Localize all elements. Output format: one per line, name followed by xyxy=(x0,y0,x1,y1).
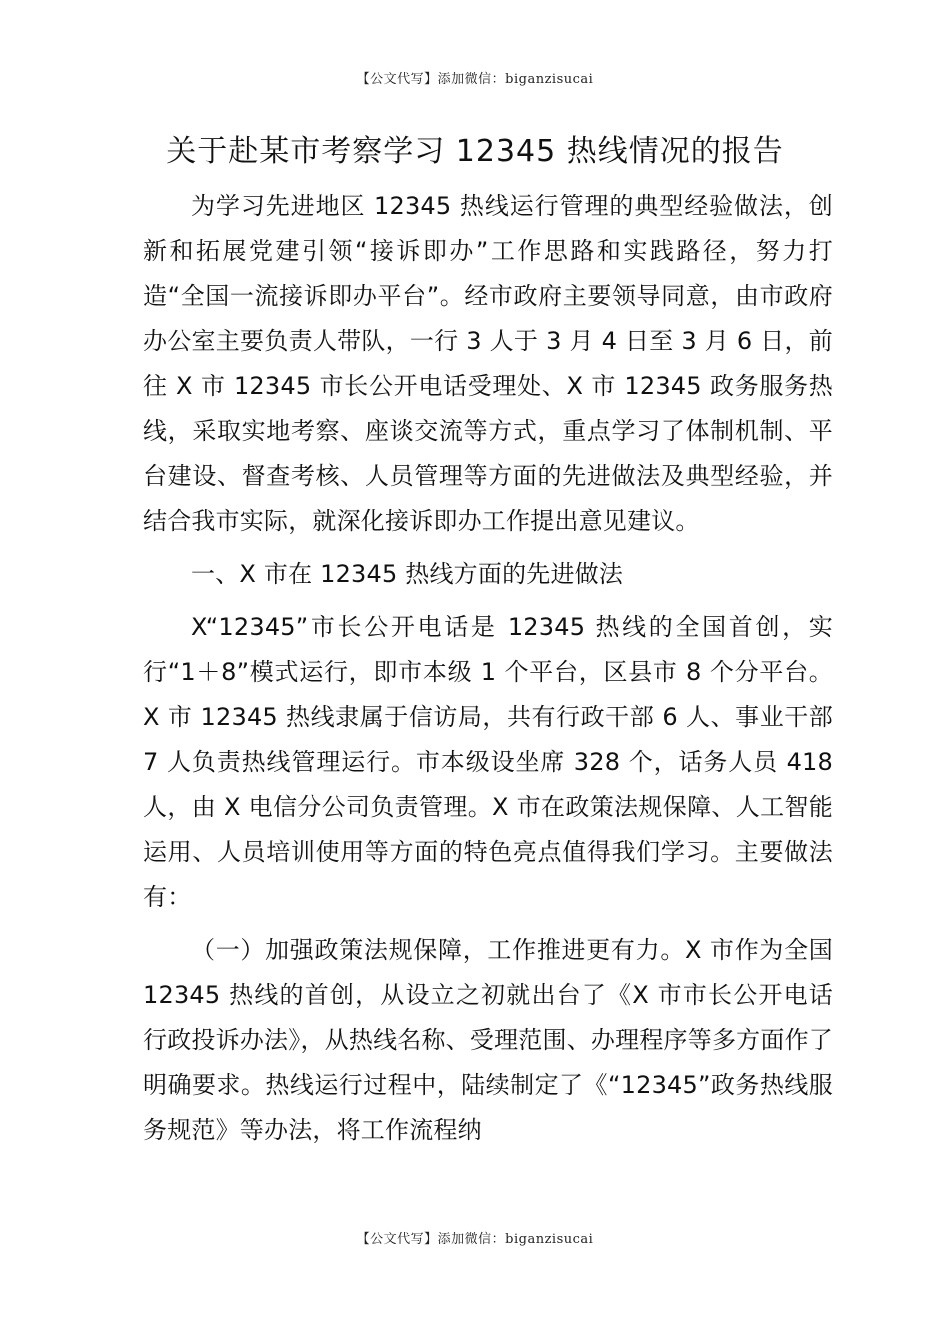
paragraph-subsection-1: （一）加强政策法规保障，工作推进更有力。X 市作为全国 12345 热线的首创，从设立之初就出台了《X 市市长公开电话行政投诉办法》，从热线名称、受理范围、办理程序等多方面作了明确要求。热线运行过程中，陆续制定了《“12345”政务热线服务规范》等办法，将工作流程纳 xyxy=(143,936,833,1144)
paragraph-overview: X“12345”市长公开电话是 12345 热线的全国首创，实行“1＋8”模式运行，即市本级 1 个平台，区县市 8 个分平台。X 市 12345 热线隶属于信访局，共有行政干部 6 人、事业干部 7 人负责热线管理运行。市本级设坐席 328 个，话务人员 418 人，由 X 电信分公司负责管理。X 市在政策法规保障、人工智能运用、人员培训使用等方面的特色亮点值得我们学习。主要做法有： xyxy=(143,613,833,911)
page-header: 【公文代写】添加微信：biganzisucai xyxy=(356,72,594,87)
paragraph-intro: 为学习先进地区 12345 热线运行管理的典型经验做法，创新和拓展党建引领“接诉即办”工作思路和实践路径，努力打造“全国一流接诉即办平台”。经市政府主要领导同意，由市政府办公室主要负责人带队，一行 3 人于 3 月 4 日至 3 月 6 日，前往 X 市 12345 市长公开电话受理处、X 市 12345 政务服务热线，采取实地考察、座谈交流等方式，重点学习了体制机制、平台建设、督查考核、人员管理等方面的先进做法及典型经验，并结合我市实际，就深化接诉即办工作提出意见建议。 xyxy=(143,192,833,535)
page-footer: 【公文代写】添加微信：biganzisucai xyxy=(356,1232,594,1247)
section-heading-1: 一、X 市在 12345 热线方面的先进做法 xyxy=(191,560,624,588)
document-body xyxy=(143,184,833,1153)
document-title: 关于赴某市考察学习 12345 热线情况的报告 xyxy=(166,134,784,169)
